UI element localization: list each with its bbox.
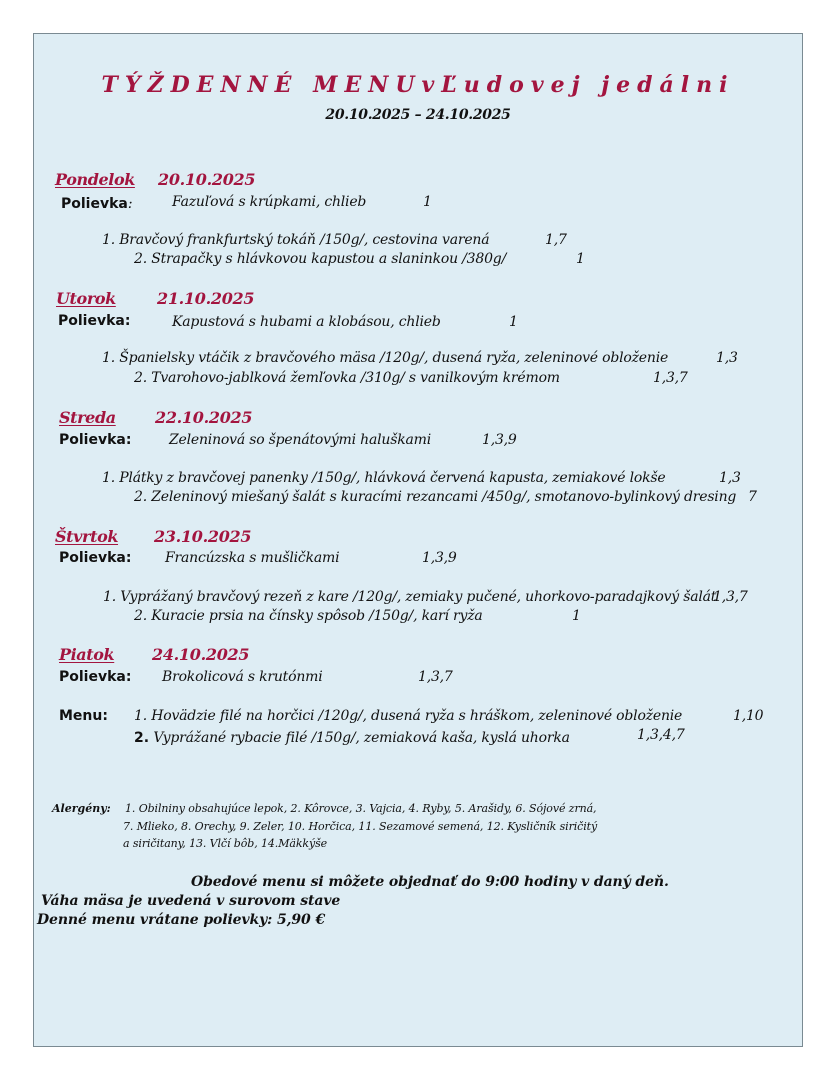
meal-item: 1. Hovädzie filé na horčici /120g/, dusená ryža s hráškom, zeleninové obloženie — [134, 708, 683, 724]
meal-item: 2. Tvarohovo-jablková žemľovka /310g/ s vanilkovým krémom — [134, 370, 560, 386]
meal-allergens: 1 — [576, 251, 585, 267]
meal-item: 2. Strapačky s hlávkovou kapustou a slaninkou /380g/ — [134, 251, 507, 267]
day-name: Štvrtok — [55, 527, 119, 546]
meal-item: 1. Vyprážaný bravčový rezeň z kare /120g/, zemiaky pučené, uhorkovo-paradajkový šalát — [103, 589, 717, 605]
meal-allergens: 1,7 — [545, 232, 567, 248]
meal-allergens: 1 — [572, 608, 581, 624]
meal-allergens: 7 — [748, 489, 757, 505]
meal-allergens: 1,3,4,7 — [637, 727, 685, 743]
soup-label: Polievka: — [59, 669, 132, 685]
soup-name: Fazuľová s krúpkami, chlieb — [172, 194, 367, 210]
day-name: Pondelok — [55, 170, 135, 189]
meal-item: 2. Kuracie prsia na čínsky spôsob /150g/, karí ryža — [134, 608, 483, 624]
meal-allergens: 1,3,7 — [713, 589, 748, 605]
meal-allergens: 1,3 — [719, 470, 741, 486]
day-date: 24.10.2025 — [152, 645, 250, 664]
meal-item: 1. Bravčový frankfurtský tokáň /150g/, cestovina varená — [102, 232, 490, 248]
menu-label: Menu: — [59, 708, 108, 724]
soup-name: Kapustová s hubami a klobásou, chlieb — [172, 314, 441, 330]
week-date-range: 20.10.2025 – 24.10.2025 — [325, 107, 511, 123]
order-note: Obedové menu si môžete objednať do 9:00 hodiny v daný deň. — [191, 874, 669, 890]
meal-item: 1. Španielsky vtáčik z bravčového mäsa /120g/, dusená ryža, zeleninové obloženie — [102, 350, 669, 366]
soup-label: Polievka: — [58, 313, 131, 329]
allergen-line: 7. Mlieko, 8. Orechy, 9. Zeler, 10. Horčica, 11. Sezamové semená, 12. Kysličník siričitý — [123, 820, 598, 833]
allergen-label: Alergény: — [52, 802, 111, 815]
meal-item: 2. Zeleninový miešaný šalát s kuracími rezancami /450g/, smotanovo-bylinkový dresing — [134, 489, 737, 505]
day-date: 20.10.2025 — [158, 170, 256, 189]
meal-allergens: 1,3,7 — [653, 370, 688, 386]
soup-allergens: 1,3,9 — [482, 432, 517, 448]
meal-number: 2. — [134, 730, 150, 746]
allergen-line: 1. Obilniny obsahujúce lepok, 2. Kôrovce, 3. Vajcia, 4. Ryby, 5. Arašidy, 6. Sójové zrná, — [125, 802, 597, 815]
soup-label: Polievka — [61, 196, 128, 212]
soup-row — [61, 193, 132, 212]
soup-allergens: 1,3,7 — [418, 669, 453, 685]
meal-item — [134, 727, 570, 746]
soup-allergens: 1 — [423, 194, 432, 210]
soup-label: Polievka: — [59, 432, 132, 448]
day-name: Piatok — [59, 645, 115, 664]
soup-allergens: 1 — [509, 314, 518, 330]
allergen-line: a siričitany, 13. Vlčí bôb, 14.Mäkkýše — [123, 837, 328, 850]
weight-note: Váha mäsa je uvedená v surovom stave — [41, 893, 341, 909]
meal-item: 1. Plátky z bravčovej panenky /150g/, hlávková červená kapusta, zemiakové lokše — [102, 470, 666, 486]
soup-name: Zeleninová so špenátovými haluškami — [169, 432, 431, 448]
soup-name: Francúzska s mušličkami — [165, 550, 340, 566]
day-date: 21.10.2025 — [157, 289, 255, 308]
day-date: 23.10.2025 — [154, 527, 252, 546]
page-title: TÝŽDENNÉ MENUvĽudovej jedálni — [101, 72, 735, 98]
soup-label: Polievka: — [59, 550, 132, 566]
soup-name: Brokolicová s krutónmi — [162, 669, 323, 685]
meal-allergens: 1,10 — [733, 708, 764, 724]
soup-allergens: 1,3,9 — [422, 550, 457, 566]
day-name: Utorok — [56, 289, 116, 308]
meal-allergens: 1,3 — [716, 350, 738, 366]
soup-label-colon: : — [127, 196, 133, 212]
meal-text: Vyprážané rybacie filé /150g/, zemiaková kaša, kyslá uhorka — [149, 730, 570, 746]
menu-page — [33, 33, 803, 1047]
price-note: Denné menu vrátane polievky: 5,90 € — [37, 912, 326, 928]
day-date: 22.10.2025 — [155, 408, 253, 427]
day-name: Streda — [59, 408, 116, 427]
